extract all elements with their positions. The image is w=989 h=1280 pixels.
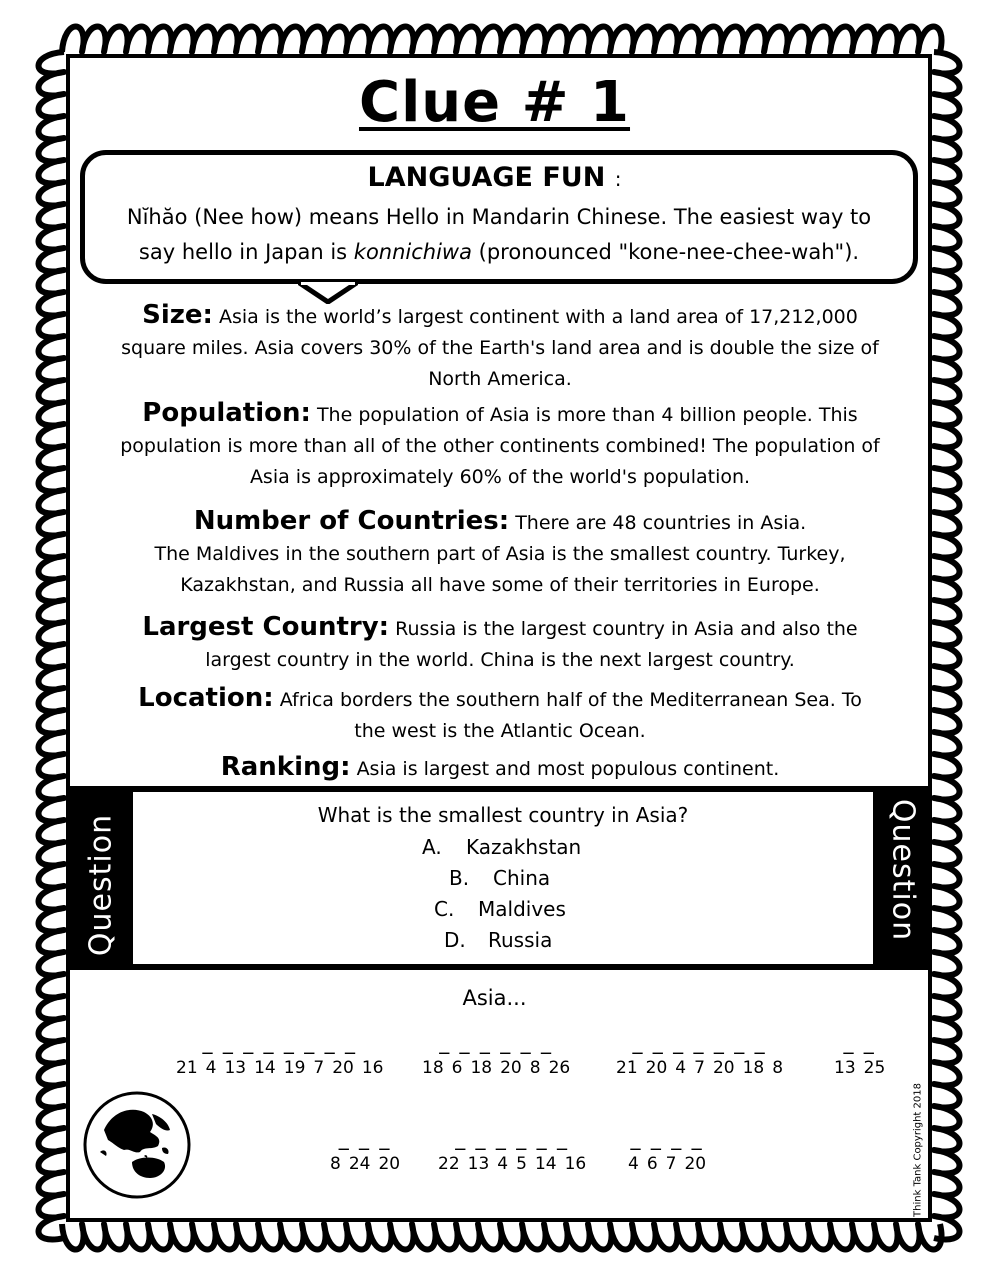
language-fun-text: Nĭhăo (Nee how) means Hello in Mandarin Chinese. The easiest way to say hello in Japan is konnichiwa (pronounced "kone-nee-chee-wah"). — [126, 205, 872, 264]
answer-blanks[interactable]: _ _ _ _ _ _ — [439, 1030, 553, 1054]
answer-option-a[interactable]: A. Kazakhstan — [422, 835, 582, 859]
puzzle-word — [612, 1030, 787, 1078]
answer-option-b[interactable]: B. China — [449, 866, 551, 890]
code-numbers: 4 6 7 20 — [628, 1154, 707, 1174]
answer-blanks[interactable]: _ _ _ _ _ _ — [455, 1126, 569, 1150]
globe-icon — [82, 1090, 192, 1200]
question-side-label-left: Question — [83, 813, 119, 957]
fact-label: Size: — [142, 300, 213, 330]
language-fun-heading: LANGUAGE FUN : — [367, 162, 622, 193]
fact-label: Location: — [138, 683, 274, 713]
code-numbers: 21 4 13 14 19 7 20 16 — [176, 1058, 384, 1078]
scribble-border-segment — [62, 1224, 942, 1250]
code-numbers: 8 24 20 — [330, 1154, 401, 1174]
code-numbers: 22 13 4 5 14 16 — [438, 1154, 587, 1174]
scribble-border-segment — [62, 27, 942, 53]
copyright-text: Think Tank Copyright 2018 — [912, 1083, 924, 1217]
answer-blanks[interactable]: _ _ _ _ — [630, 1126, 704, 1150]
answer-blanks[interactable]: _ _ _ — [338, 1126, 392, 1150]
page-title: Clue # 1 — [358, 70, 631, 135]
answer-option-c[interactable]: C. Maldives — [434, 897, 566, 921]
code-numbers: 21 20 4 7 20 18 8 — [616, 1058, 784, 1078]
puzzle-word — [624, 1126, 710, 1174]
question-side-label-right: Question — [885, 798, 921, 942]
fact-population: Population: The population of Asia is more than 4 billion people. This population is more than all of the other continents combined! The population of Asia is approximately 60% of the world's population. — [120, 398, 880, 488]
fact-ranking: Ranking: Asia is largest and most populous continent. — [220, 752, 780, 782]
scribble-border-segment — [39, 52, 65, 1240]
fact-location: Location: Africa borders the southern half of the Mediterranean Sea. To the west is the Atlantic Ocean. — [138, 683, 862, 742]
scribble-border-segment — [934, 52, 960, 1240]
answer-option-d[interactable]: D. Russia — [444, 928, 553, 952]
puzzle-prompt: Asia... — [462, 986, 527, 1010]
fact-label: Ranking: — [220, 752, 351, 782]
fact-label: Largest Country: — [142, 612, 390, 642]
question-prompt: What is the smallest country in Asia? — [317, 803, 689, 827]
fact-size: Size: Asia is the world’s largest continent with a land area of 17,212,000 square miles. Asia covers 30% of the Earth's land area and is double the size of North America. — [121, 300, 879, 390]
fact-countries: Number of Countries: There are 48 countries in Asia. The Maldives in the southern part of Asia is the smallest country. Turkey, Kazakhstan, and Russia all have some of their territories in Europe. — [154, 506, 846, 596]
code-numbers: 18 6 18 20 8 26 — [422, 1058, 571, 1078]
fact-largest-country: Largest Country: Russia is the largest country in Asia and also the largest country in the world. China is the next largest country. — [142, 612, 858, 671]
puzzle-word — [326, 1126, 404, 1174]
answer-blanks[interactable]: _ _ — [843, 1030, 876, 1054]
puzzle-word — [434, 1126, 590, 1174]
answer-blanks[interactable]: _ _ _ _ _ _ _ _ — [202, 1030, 357, 1054]
fact-label: Population: — [142, 398, 311, 428]
puzzle-word — [418, 1030, 574, 1078]
fact-label: Number of Countries: — [193, 506, 510, 536]
puzzle-word — [830, 1030, 889, 1078]
answer-blanks[interactable]: _ _ _ _ _ _ _ — [632, 1030, 767, 1054]
code-numbers: 13 25 — [834, 1058, 886, 1078]
puzzle-word — [172, 1030, 388, 1078]
